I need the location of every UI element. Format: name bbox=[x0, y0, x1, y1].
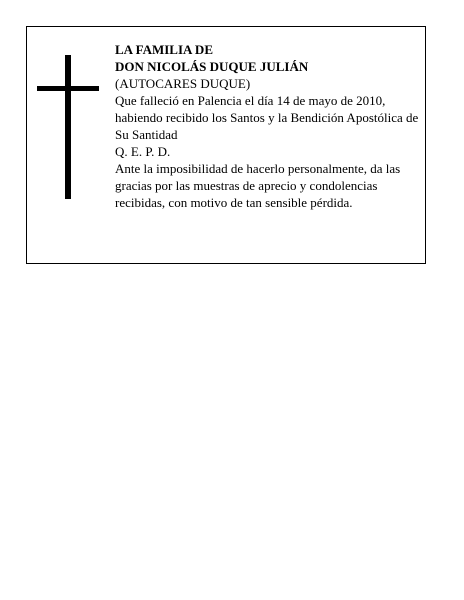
obituary-notice bbox=[26, 26, 426, 264]
cross-horizontal-bar bbox=[37, 86, 99, 91]
notice-heading-family: LA FAMILIA DE bbox=[115, 42, 213, 57]
notice-heading-name: DON NICOLÁS DUQUE JULIÁN bbox=[115, 59, 309, 74]
cross-vertical-bar bbox=[65, 55, 71, 199]
cross-icon bbox=[37, 55, 99, 199]
notice-rip: Q. E. P. D. bbox=[115, 144, 171, 159]
notice-death-statement: Que falleció en Palencia el día 14 de mayo de 2010, habiendo recibido los Santos y la Bendición Apostólica de Su Santidad bbox=[115, 93, 419, 142]
notice-thanks: Ante la imposibilidad de hacerlo personalmente, da las gracias por las muestras de aprecio y condolencias recibidas, con motivo de tan sensible pérdida. bbox=[115, 161, 401, 210]
notice-company: (AUTOCARES DUQUE) bbox=[115, 76, 251, 91]
notice-text bbox=[115, 41, 421, 211]
